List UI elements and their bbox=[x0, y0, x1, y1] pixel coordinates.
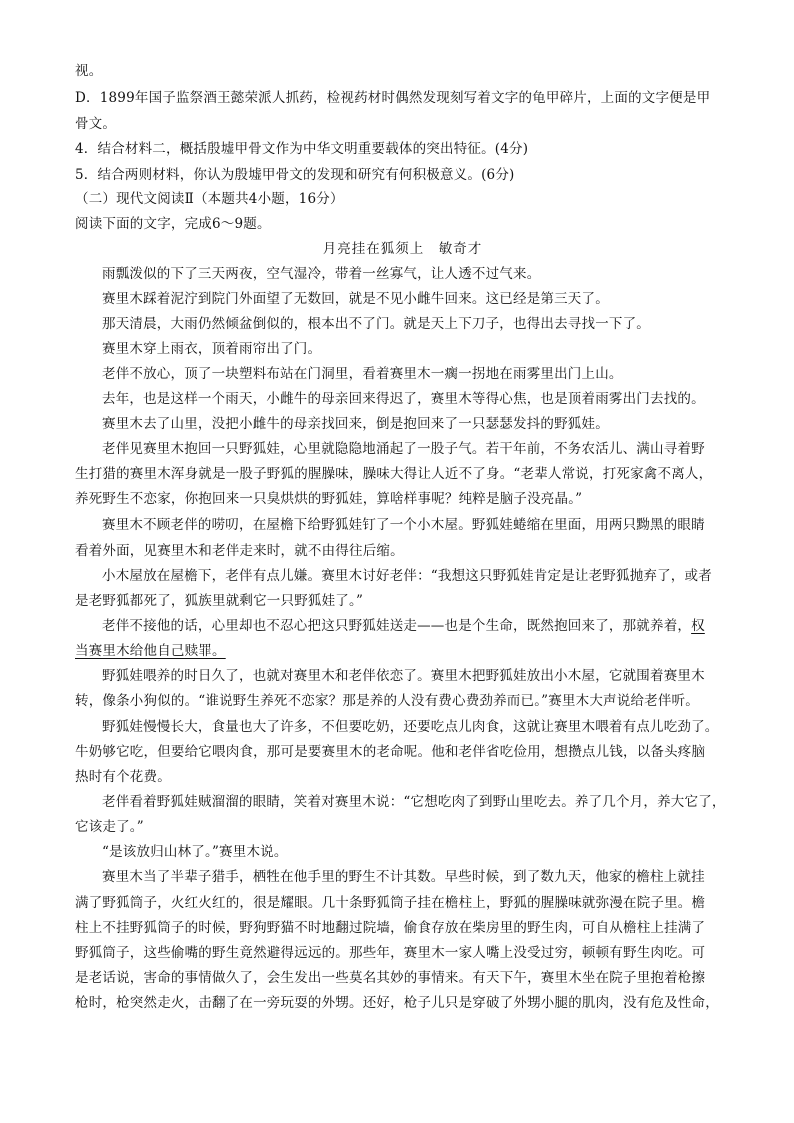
paragraph-line: 赛里木穿上雨衣，顶着雨帘出了门。 bbox=[102, 341, 322, 357]
paragraph-text: 老伴不接他的话，心里却也不忍心把这只野狐娃送走——也是个生命，既然抱回来了，那就养着， bbox=[102, 618, 692, 634]
document-page bbox=[75, 0, 730, 1123]
underlined-text: 当赛里木给他自己赎罪。 bbox=[75, 643, 226, 659]
paragraph-line: 是老野狐都死了，狐族里就剩它一只野狐娃了。” bbox=[75, 593, 364, 609]
paragraph-line: 老伴看着野狐娃贼溜溜的眼睛，笑着对赛里木说：“它想吃肉了到野山里吃去。养了几个月，养大它了， bbox=[102, 794, 726, 810]
paragraph-line: 转，像条小狗似的。“谁说野生养死不恋家？那是养的人没有费心费劲养而已。”赛里木大声说给老伴听。 bbox=[75, 693, 699, 709]
paragraph-line: 那天清晨，大雨仍然倾盆倒似的，根本出不了门。就是天上下刀子，也得出去寻找一下了。 bbox=[102, 316, 650, 332]
paragraph-line: 野狐娃慢慢长大，食量也大了许多，不但要吃奶，还要吃点儿肉食，这就让赛里木喂着有点儿吃劲了。 bbox=[102, 719, 719, 735]
text-line: 视。 bbox=[75, 63, 103, 79]
paragraph-line: 老伴见赛里木抱回一只野狐娃，心里就隐隐地涌起了一股子气。若干年前，不务农活儿、满山寻着野 bbox=[102, 441, 705, 457]
paragraph-line: 雨瓢泼似的下了三天两夜，空气湿冷，带着一丝寡气，让人透不过气来。 bbox=[102, 266, 541, 282]
paragraph-line: 热时有个花费。 bbox=[75, 769, 171, 785]
paragraph-line: 小木屋放在屋檐下，老伴有点儿嫌。赛里木讨好老伴：“我想这只野狐娃肯定是让老野狐抛弃了，或者 bbox=[102, 568, 712, 584]
paragraph-line: 赛里木去了山里，没把小雌牛的母亲找回来，倒是抱回来了一只瑟瑟发抖的野狐娃。 bbox=[102, 416, 609, 432]
paragraph-line bbox=[75, 642, 730, 660]
paragraph-line: 老伴不放心，顶了一块塑料布站在门洞里，看着赛里木一瘸一拐地在雨雾里出门上山。 bbox=[102, 366, 623, 382]
paragraph-line: “是该放归山林了。”赛里木说。 bbox=[102, 844, 288, 860]
paragraph-line: 赛里木不顾老伴的唠叨，在屋檐下给野狐娃钉了一个小木屋。野狐娃蜷缩在里面，用两只黝黑的眼睛 bbox=[102, 517, 705, 533]
paragraph-line: 野狐筒子，这些偷嘴的野生竟然避得远远的。那些年，赛里木一家人嘴上没受过穷，顿顿有野生肉吃。可 bbox=[75, 945, 706, 961]
question-4: 4．结合材料二，概括殷墟甲骨文作为中华文明重要载体的突出特征。(4分) bbox=[75, 141, 529, 157]
text-line: 骨文。 bbox=[75, 116, 117, 132]
paragraph-line: 生打猎的赛里木浑身就是一股子野狐的腥臊味，臊味大得让人近不了身。“老辈人常说，打死家禽不离人， bbox=[75, 466, 713, 482]
article-title: 月亮挂在狐须上 敏奇才 bbox=[322, 241, 483, 257]
paragraph-line: 去年，也是这样一个雨天，小雌牛的母亲回来得迟了，赛里木等得心焦，也是顶着雨雾出门去找的。 bbox=[102, 391, 705, 407]
paragraph-line: 枪时，枪突然走火，击翻了在一旁玩耍的外甥。还好，枪子儿只是穿破了外甥小腿的肌肉，没有危及性命， bbox=[75, 995, 719, 1011]
paragraph-line: 赛里木当了半辈子猎手，栖牲在他手里的野生不计其数。早些时候，到了数九天，他家的檐柱上就挂 bbox=[102, 869, 705, 885]
underlined-text: 权 bbox=[691, 618, 705, 634]
paragraph-line: 看着外面，见赛里木和老伴走来时，就不由得往后缩。 bbox=[75, 543, 404, 559]
question-5: 5．结合两则材料，你认为殷墟甲骨文的发现和研究有何积极意义。(6分) bbox=[75, 167, 515, 183]
paragraph-line: 它该走了。” bbox=[75, 819, 144, 835]
paragraph-line: 是老话说，害命的事情做久了，会生发出一些莫名其妙的事情来。有天下午，赛里木坐在院子里抱着枪擦 bbox=[75, 970, 706, 986]
paragraph-line: 赛里木踩着泥泞到院门外面望了无数回，就是不见小雌牛回来。这已经是第三天了。 bbox=[102, 291, 609, 307]
paragraph-line: 牛奶够它吃，但要给它喂肉食，那可是要赛里木的老命呢。他和老伴省吃俭用，想攒点儿钱，以备头疼脑 bbox=[75, 744, 706, 760]
section-heading: （二）现代文阅读Ⅱ（本题共4小题，16分） bbox=[75, 191, 344, 207]
paragraph-line: 野狐娃喂养的时日久了，也就对赛里木和老伴依恋了。赛里木把野狐娃放出小木屋，它就围着赛里木 bbox=[102, 668, 705, 684]
paragraph-line: 满了野狐筒子，火红火红的，很是耀眼。几十条野狐筒子挂在檐柱上，野狐的腥臊味就弥漫在院子里。檐 bbox=[75, 895, 706, 911]
paragraph-line: 柱上不挂野狐筒子的时候，野狗野猫不时地翻过院墙，偷食存放在柴房里的野生肉，可自从檐柱上挂满了 bbox=[75, 920, 706, 936]
option-d: D．1899年国子监祭酒王懿荣派人抓药，检视药材时偶然发现刻写着文字的龟甲碎片，上面的文字便是甲 bbox=[75, 90, 711, 106]
reading-instruction: 阅读下面的文字，完成6～9题。 bbox=[75, 216, 271, 232]
paragraph-line: 养死野生不恋家，你抱回来一只臭烘烘的野狐娃，算啥样事呢？纯粹是脑子没亮晶。” bbox=[75, 491, 583, 507]
paragraph-line bbox=[75, 617, 730, 635]
